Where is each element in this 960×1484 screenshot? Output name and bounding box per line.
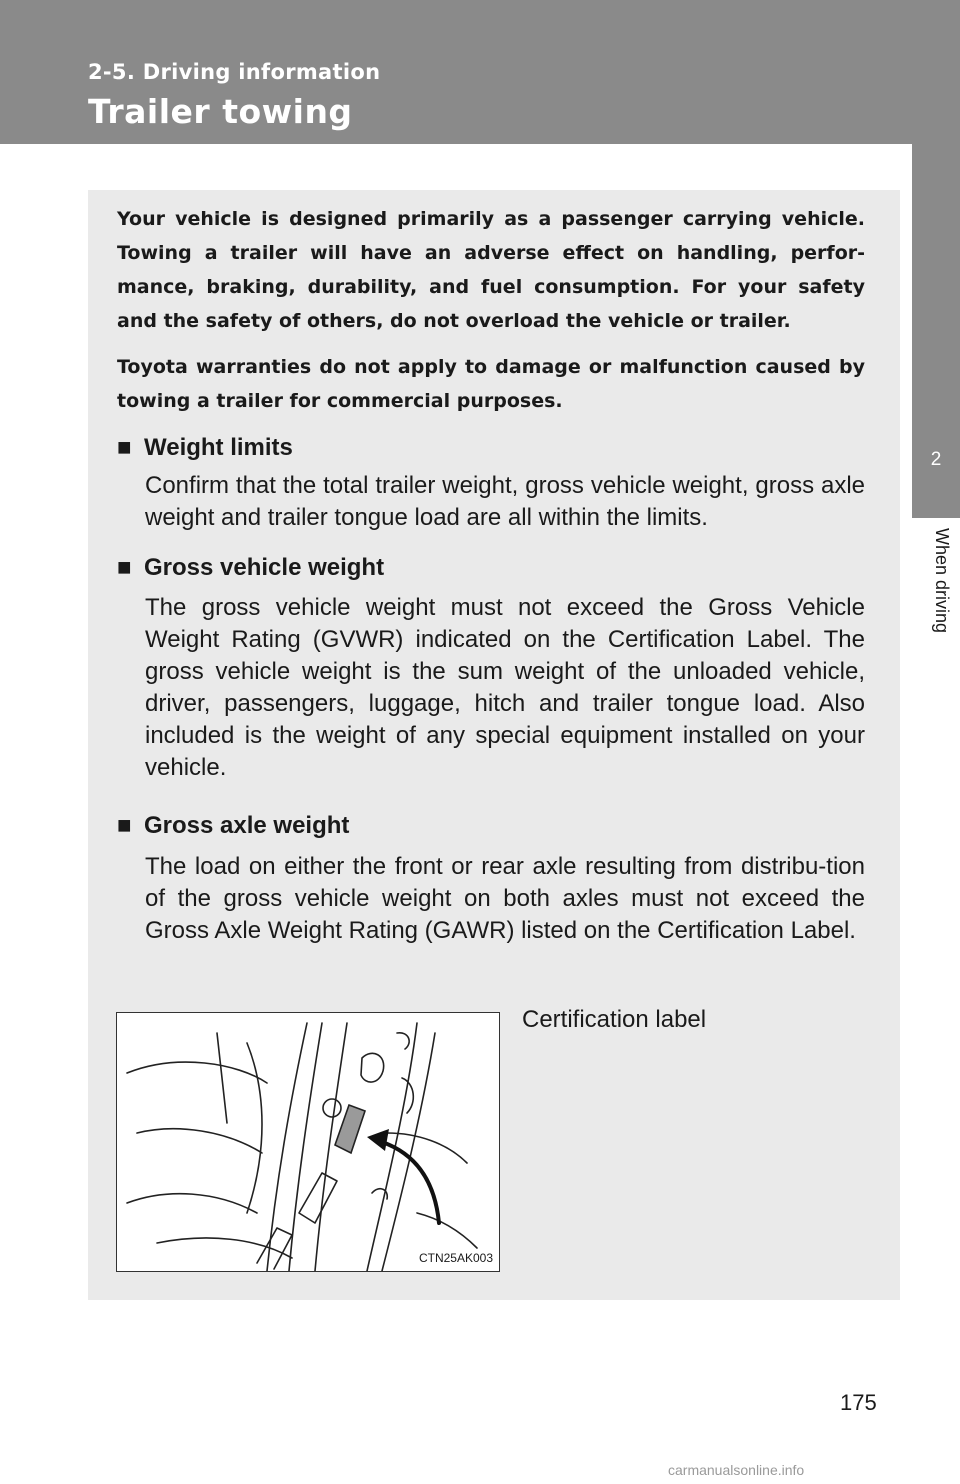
figure-caption: Certification label xyxy=(522,1006,707,1033)
chapter-label: When driving xyxy=(932,528,952,634)
section-body-gross-axle-weight: The load on either the front or rear axle resulting from distribu-tion of the gross vehicle weight on both axles must not exceed the Gross Axle Weight Rating (GAWR) listed on the Certification Label. xyxy=(145,853,865,944)
figure-code: CTN25AK003 xyxy=(418,1251,493,1265)
door-pillar-drawing xyxy=(117,1013,499,1271)
chapter-number: 2 xyxy=(930,449,942,470)
section-heading-gross-axle-weight xyxy=(117,811,349,841)
section-body-weight-limits: Confirm that the total trailer weight, gross vehicle weight, gross axle weight and trailer tongue load are all within the limits. xyxy=(145,472,865,531)
page-number: 175 xyxy=(840,1390,877,1415)
watermark-link[interactable]: carmanualsonline.info xyxy=(668,1462,805,1478)
bullet-square: ■ xyxy=(117,812,132,839)
intro-paragraph-warranty: Toyota warranties do not apply to damage or malfunction caused by towing a trailer for commercial purposes. xyxy=(117,356,865,412)
certification-label-illustration xyxy=(116,1012,500,1272)
bullet-square: ■ xyxy=(117,554,132,581)
heading-text: Gross axle weight xyxy=(144,812,350,839)
section-body-gross-vehicle-weight: The gross vehicle weight must not exceed the Gross Vehicle Weight Rating (GVWR) indicated on the Certification Label. The gross vehicle weight is the sum weight of the unloaded vehicle, driver, passengers, luggage, hitch and trailer tongue load. Also included is the weight of any special equipment installed on your vehicle. xyxy=(145,594,865,781)
bullet-square: ■ xyxy=(117,434,132,461)
page-title: Trailer towing xyxy=(88,92,353,131)
heading-text: Weight limits xyxy=(144,434,293,461)
heading-text: Gross vehicle weight xyxy=(144,554,385,581)
section-label: 2-5. Driving information xyxy=(88,60,381,84)
intro-paragraph: Your vehicle is designed primarily as a passenger carrying vehicle. Towing a trailer will have an adverse effect on handling, perfor-mance, braking, durability, and fuel consumption. For your safety and the safety of others, do not overload the vehicle or trailer. xyxy=(117,208,865,332)
section-heading-weight-limits xyxy=(117,433,293,463)
section-heading-gross-vehicle-weight xyxy=(117,553,384,583)
